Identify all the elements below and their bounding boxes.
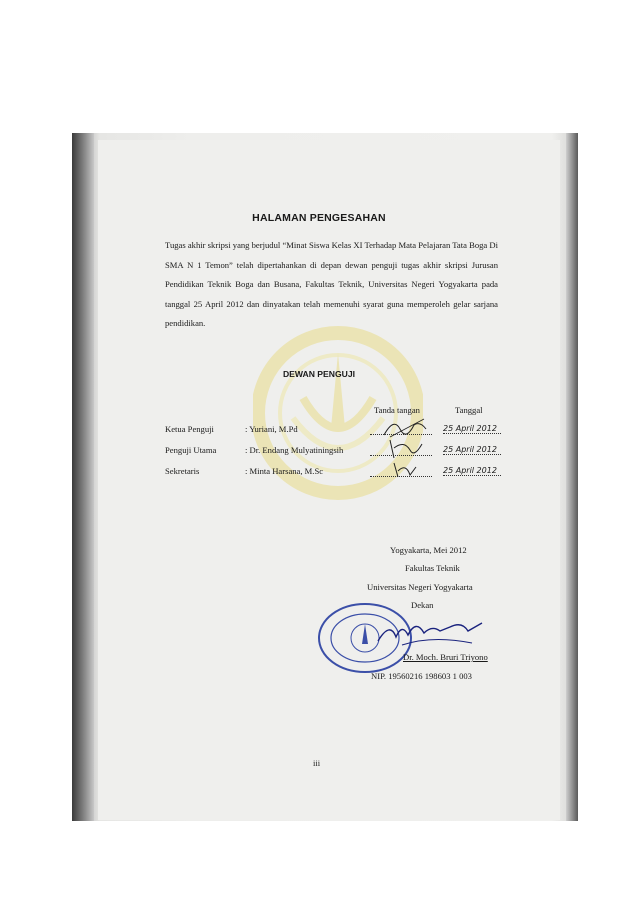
page-title: HALAMAN PENGESAHAN xyxy=(252,212,386,224)
signature-mark xyxy=(380,457,430,483)
place-date: Yogyakarta, Mei 2012 xyxy=(390,545,467,555)
examiner-row xyxy=(165,466,525,480)
date-column-header: Tanggal xyxy=(455,405,483,415)
dean-name: Dr. Moch. Bruri Triyono xyxy=(403,652,488,662)
book-spine-shadow xyxy=(72,133,94,821)
dean-signature xyxy=(372,615,492,651)
examiner-row xyxy=(165,445,525,459)
page-number: iii xyxy=(313,758,321,768)
exam-date: 25 April 2012 xyxy=(443,424,501,434)
examiner-role: Ketua Penguji xyxy=(165,424,214,434)
dean-nip: NIP. 19560216 198603 1 003 xyxy=(371,671,472,681)
examiner-name: : Minta Harsana, M.Sc xyxy=(245,466,324,476)
exam-date: 25 April 2012 xyxy=(443,445,501,455)
dean-title: Dekan xyxy=(411,600,434,610)
board-title: DEWAN PENGUJI xyxy=(282,369,356,379)
faculty-name: Fakultas Teknik xyxy=(405,563,460,573)
examiner-row xyxy=(165,424,525,438)
examiner-role: Penguji Utama xyxy=(165,445,217,455)
exam-date: 25 April 2012 xyxy=(443,466,501,476)
examiner-name: : Yuriani, M.Pd xyxy=(245,424,298,434)
examiner-name: : Dr. Endang Mulyatiningsih xyxy=(245,445,344,455)
examiner-role: Sekretaris xyxy=(165,466,200,476)
university-name: Universitas Negeri Yogyakarta xyxy=(367,582,473,592)
approval-paragraph: Tugas akhir skripsi yang berjudul “Minat Siswa Kelas XI Terhadap Mata Pelajaran Tata Boga Di SMA N 1 Temon” telah dipertahankan di depan dewan penguji tugas akhir skripsi Jurusan Pendidikan Teknik Boga dan Busana, Fakultas Teknik, Universitas Negeri Yogyakarta pada tanggal 25 April 2012 dan dinyatakan telah memenuhi syarat guna memperoleh gelar sarjana pendidikan. xyxy=(165,240,498,328)
page-edge-shadow xyxy=(566,133,578,821)
signature-column-header: Tanda tangan xyxy=(374,405,420,415)
